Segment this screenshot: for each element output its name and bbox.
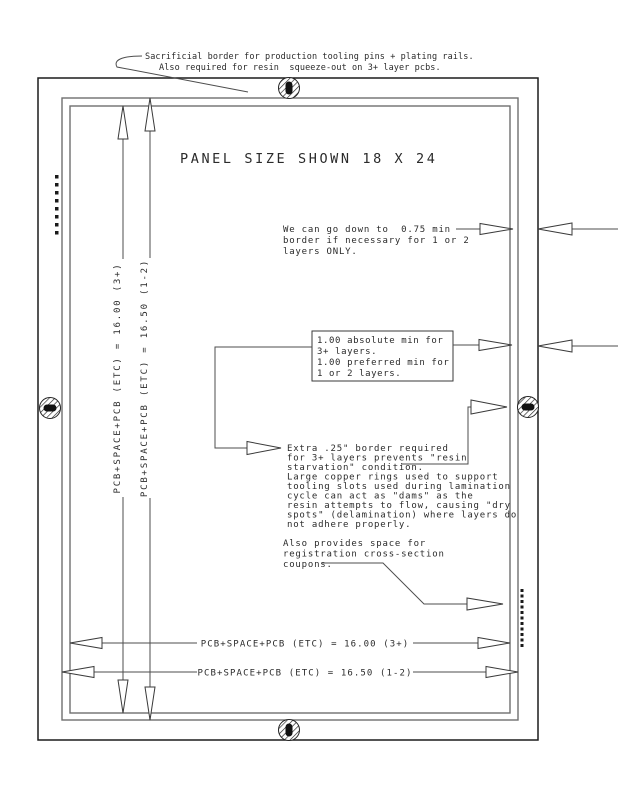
- coupon-dots-left: [55, 175, 59, 235]
- leader-coupons: [321, 563, 467, 604]
- dim-vertical-165-label: PCB+SPACE+PCB (ETC) = 16.50 (1-2): [140, 258, 150, 498]
- tooling-slot-right: [518, 397, 539, 418]
- arrowhead-up: [145, 98, 155, 131]
- dim-horizontal-16-label: PCB+SPACE+PCB (ETC) = 16.00 (3+): [200, 639, 410, 650]
- note-line: Sacrificial border for production tooling pins + plating rails.: [145, 52, 474, 62]
- note-line: cycle can act as "dams" as the: [287, 491, 474, 502]
- dim-horizontal-16: [70, 638, 510, 650]
- note-line: border if necessary for 1 or 2: [283, 236, 470, 246]
- outside-arrow-bottom: [538, 340, 618, 352]
- arrowhead-right: [478, 638, 510, 649]
- note-line: spots" (delamination) where layers do: [287, 510, 518, 521]
- arrowhead-right: [486, 667, 518, 678]
- note-line: 1.00 preferred min for: [317, 358, 450, 368]
- tooling-slot-left: [40, 398, 61, 419]
- note-line: registration cross-section: [283, 549, 445, 560]
- connector-box-to-extra-note: [215, 347, 312, 448]
- tooling-slot-hole: [44, 405, 57, 412]
- tooling-slot-bottom: [279, 720, 300, 741]
- tooling-slot-top: [279, 78, 300, 99]
- arrowhead-left: [538, 223, 572, 235]
- arrowhead-left: [62, 667, 94, 678]
- note-line: We can go down to 0.75 min: [283, 225, 451, 235]
- arrowhead-right: [247, 442, 281, 455]
- dim-horizontal-165-label: PCB+SPACE+PCB (ETC) = 16.50 (1-2): [197, 668, 413, 679]
- note-line: 1.00 absolute min for: [317, 336, 444, 346]
- arrowhead-up: [118, 106, 128, 139]
- arrowhead-right: [467, 598, 503, 610]
- note-abs-min-box: [215, 331, 512, 448]
- note-line: 1 or 2 layers.: [317, 369, 402, 379]
- note-line: Large copper rings used to support: [287, 472, 499, 483]
- note-line: not adhere properly.: [287, 520, 412, 530]
- dim-horizontal-165: [62, 667, 518, 679]
- dim-vertical-165: [140, 98, 155, 720]
- tooling-slot-hole: [286, 724, 293, 737]
- coupon-dots-right: [521, 589, 524, 647]
- note-line: coupons.: [283, 560, 333, 570]
- dim-vertical-16-label: PCB+SPACE+PCB (ETC) = 16.00 (3+): [113, 262, 123, 494]
- panel-border-1-2-layer: [62, 98, 518, 720]
- note-line: Also required for resin squeeze-out on 3+ layer pcbs.: [159, 63, 441, 73]
- diagram-title: PANEL SIZE SHOWN 18 X 24: [180, 151, 438, 167]
- tooling-slot-hole: [522, 404, 535, 411]
- note-line: starvation" condition.: [287, 463, 424, 473]
- note-coupons: [283, 539, 503, 610]
- arrowhead-left: [538, 340, 572, 352]
- note-extra-border: [247, 400, 517, 530]
- arrowhead-right: [480, 224, 513, 235]
- arrowhead-right: [479, 340, 512, 351]
- panel-border-3plus-layer: [70, 106, 510, 713]
- note-line: layers ONLY.: [283, 247, 358, 257]
- arrowhead-right: [471, 400, 507, 414]
- dim-vertical-16: [113, 106, 128, 713]
- outside-arrow-top: [538, 223, 618, 235]
- tooling-slot-hole: [286, 82, 293, 95]
- arrowhead-left: [70, 638, 102, 649]
- note-line: tooling slots used during lamination: [287, 482, 511, 492]
- arrowhead-down: [118, 680, 128, 713]
- arrowhead-down: [145, 687, 155, 720]
- note-line: for 3+ layers prevents "resin: [287, 453, 468, 464]
- note-line: 3+ layers.: [317, 347, 378, 357]
- note-line: resin attempts to flow, causing "dry: [287, 501, 511, 511]
- note-line: Extra .25" border required: [287, 444, 449, 454]
- note-line: Also provides space for: [283, 539, 427, 549]
- note-min-border: [283, 224, 513, 258]
